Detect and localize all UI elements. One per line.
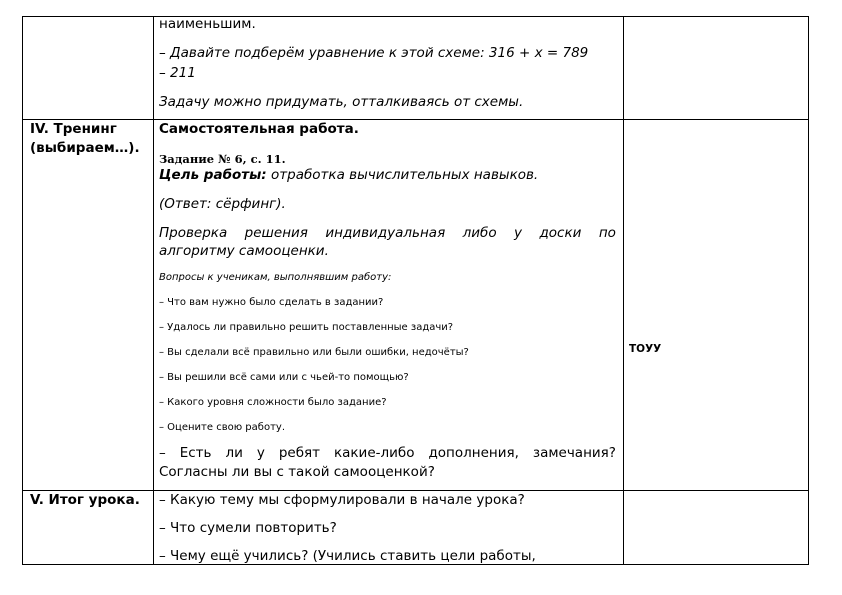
check-word: по [598, 225, 616, 241]
check-word: решения [244, 225, 308, 241]
column-divider-2 [623, 16, 624, 565]
final-word: какие-либо [333, 445, 415, 461]
table-right-border [808, 16, 809, 565]
row2-questions-title: Вопросы к ученикам, выполнявшим работу: [159, 272, 392, 283]
row2-answer: (Ответ: сёрфинг). [159, 196, 286, 212]
final-word: ребят [278, 445, 320, 461]
row3-line: – Какую тему мы сформулировали в начале урока? [159, 492, 525, 508]
row2-heading: Самостоятельная работа. [159, 121, 359, 137]
row3-line: – Что сумели повторить? [159, 520, 337, 536]
table-left-border [22, 16, 23, 565]
check-word: либо [462, 225, 497, 241]
row2-question: – Что вам нужно было сделать в задании? [159, 297, 384, 308]
row1-equation-line2: – 211 [159, 65, 196, 81]
row2-stage-line2: (выбираем…). [30, 140, 140, 156]
row1-equation-line1: – Давайте подберём уравнение к этой схеме: 316 + x = 789 [159, 45, 589, 61]
row2-final-line2: Согласны ли вы с такой самооценкой? [159, 464, 435, 480]
row3-stage: V. Итог урока. [30, 492, 140, 508]
check-word: у [514, 225, 523, 241]
row2-goal-label: Цель работы: [159, 167, 267, 183]
final-word: у [256, 445, 265, 461]
row2-final-line1 [159, 444, 616, 462]
check-word: доски [539, 225, 582, 241]
column-divider-1 [153, 16, 154, 565]
final-word: замечания? [532, 445, 616, 461]
final-word: ли [225, 445, 243, 461]
row2-stage-line1: IV. Тренинг [30, 121, 117, 137]
row-divider-1 [22, 119, 809, 120]
row2-check-line1 [159, 224, 616, 242]
row1-text-line: наименьшим. [159, 16, 256, 32]
check-word: Проверка [159, 225, 228, 241]
row2-question: – Вы решили всё сами или с чьей-то помощью? [159, 372, 409, 383]
final-word: дополнения, [428, 445, 519, 461]
row1-task-note: Задачу можно придумать, отталкиваясь от схемы. [159, 94, 524, 110]
row2-question: – Вы сделали всё правильно или были ошибки, недочёты? [159, 347, 469, 358]
table-top-border [22, 16, 809, 17]
row2-question: – Оцените свою работу. [159, 422, 285, 433]
row2-goal [159, 166, 538, 184]
row3-line: – Чему ещё учились? (Учились ставить цели работы, [159, 548, 536, 564]
row2-goal-text: отработка вычислительных навыков. [266, 167, 539, 183]
row2-column3-label: ТОУУ [629, 343, 662, 355]
row2-question: – Какого уровня сложности было задание? [159, 397, 387, 408]
row2-check-line2: алгоритму самооценки. [159, 243, 329, 259]
row2-question: – Удалось ли правильно решить поставленные задачи? [159, 322, 454, 333]
final-word: – [159, 445, 166, 461]
row2-task-ref: Задание № 6, с. 11. [159, 152, 286, 166]
check-word: индивидуальная [325, 225, 446, 241]
final-word: Есть [179, 445, 212, 461]
